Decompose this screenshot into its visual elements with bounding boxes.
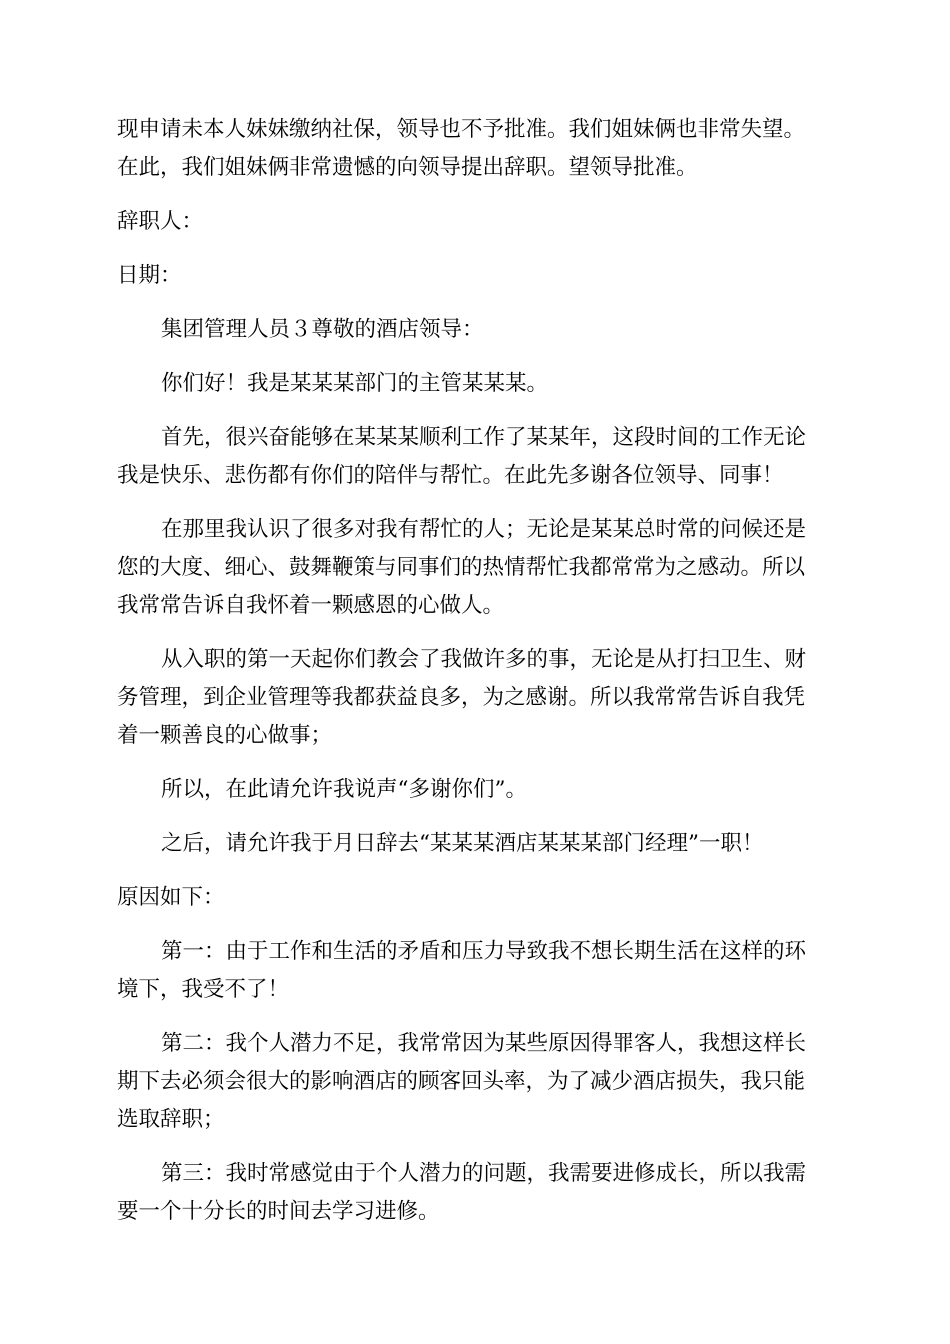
text-line: 我是快乐、悲伤都有你们的陪伴与帮忙。在此先多谢各位领导、同事！ <box>117 463 784 488</box>
text-line: 选取辞职； <box>117 1107 225 1132</box>
text-line: 期下去必须会很大的影响酒店的顾客回头率，为了减少酒店损失，我只能 <box>117 1069 806 1094</box>
text-line: 辞职人： <box>117 209 204 234</box>
text-line: 第三：我时常感觉由于个人潜力的问题，我需要进修成长，所以我需 <box>161 1161 807 1186</box>
text-line: 着一颗善良的心做事； <box>117 723 333 748</box>
text-line: 要一个十分长的时间去学习进修。 <box>117 1199 440 1224</box>
text-line: 之后，请允许我于月日辞去“某某某酒店某某某部门经理”一职！ <box>161 831 764 856</box>
text-line: 你们好！我是某某某部门的主管某某某。 <box>161 371 549 396</box>
text-line: 在那里我认识了很多对我有帮忙的人；无论是某某总时常的问候还是 <box>161 517 807 542</box>
text-line: 日期： <box>117 263 182 288</box>
text-line: 务管理，到企业管理等我都获益良多，为之感谢。所以我常常告诉自我凭 <box>117 685 806 710</box>
text-line: 第一：由于工作和生活的矛盾和压力导致我不想长期生活在这样的环 <box>161 939 807 964</box>
text-line: 我常常告诉自我怀着一颗感恩的心做人。 <box>117 593 505 618</box>
text-line: 原因如下： <box>117 885 225 910</box>
text-line: 第二：我个人潜力不足，我常常因为某些原因得罪客人，我想这样长 <box>161 1031 807 1056</box>
text-line: 所以，在此请允许我说声“多谢你们”。 <box>161 777 527 802</box>
text-line: 现申请未本人妹妹缴纳社保，领导也不予批准。我们姐妹俩也非常失望。 <box>117 117 806 142</box>
text-line: 在此，我们姐妹俩非常遗憾的向领导提出辞职。望领导批准。 <box>117 155 698 180</box>
text-line: 境下，我受不了！ <box>117 977 290 1002</box>
text-line: 从入职的第一天起你们教会了我做许多的事，无论是从打扫卫生、财 <box>161 647 807 672</box>
text-line: 集团管理人员３尊敬的酒店领导： <box>161 317 484 342</box>
text-line: 首先，很兴奋能够在某某某顺利工作了某某年，这段时间的工作无论 <box>161 425 807 450</box>
text-line: 您的大度、细心、鼓舞鞭策与同事们的热情帮忙我都常常为之感动。所以 <box>117 555 806 580</box>
